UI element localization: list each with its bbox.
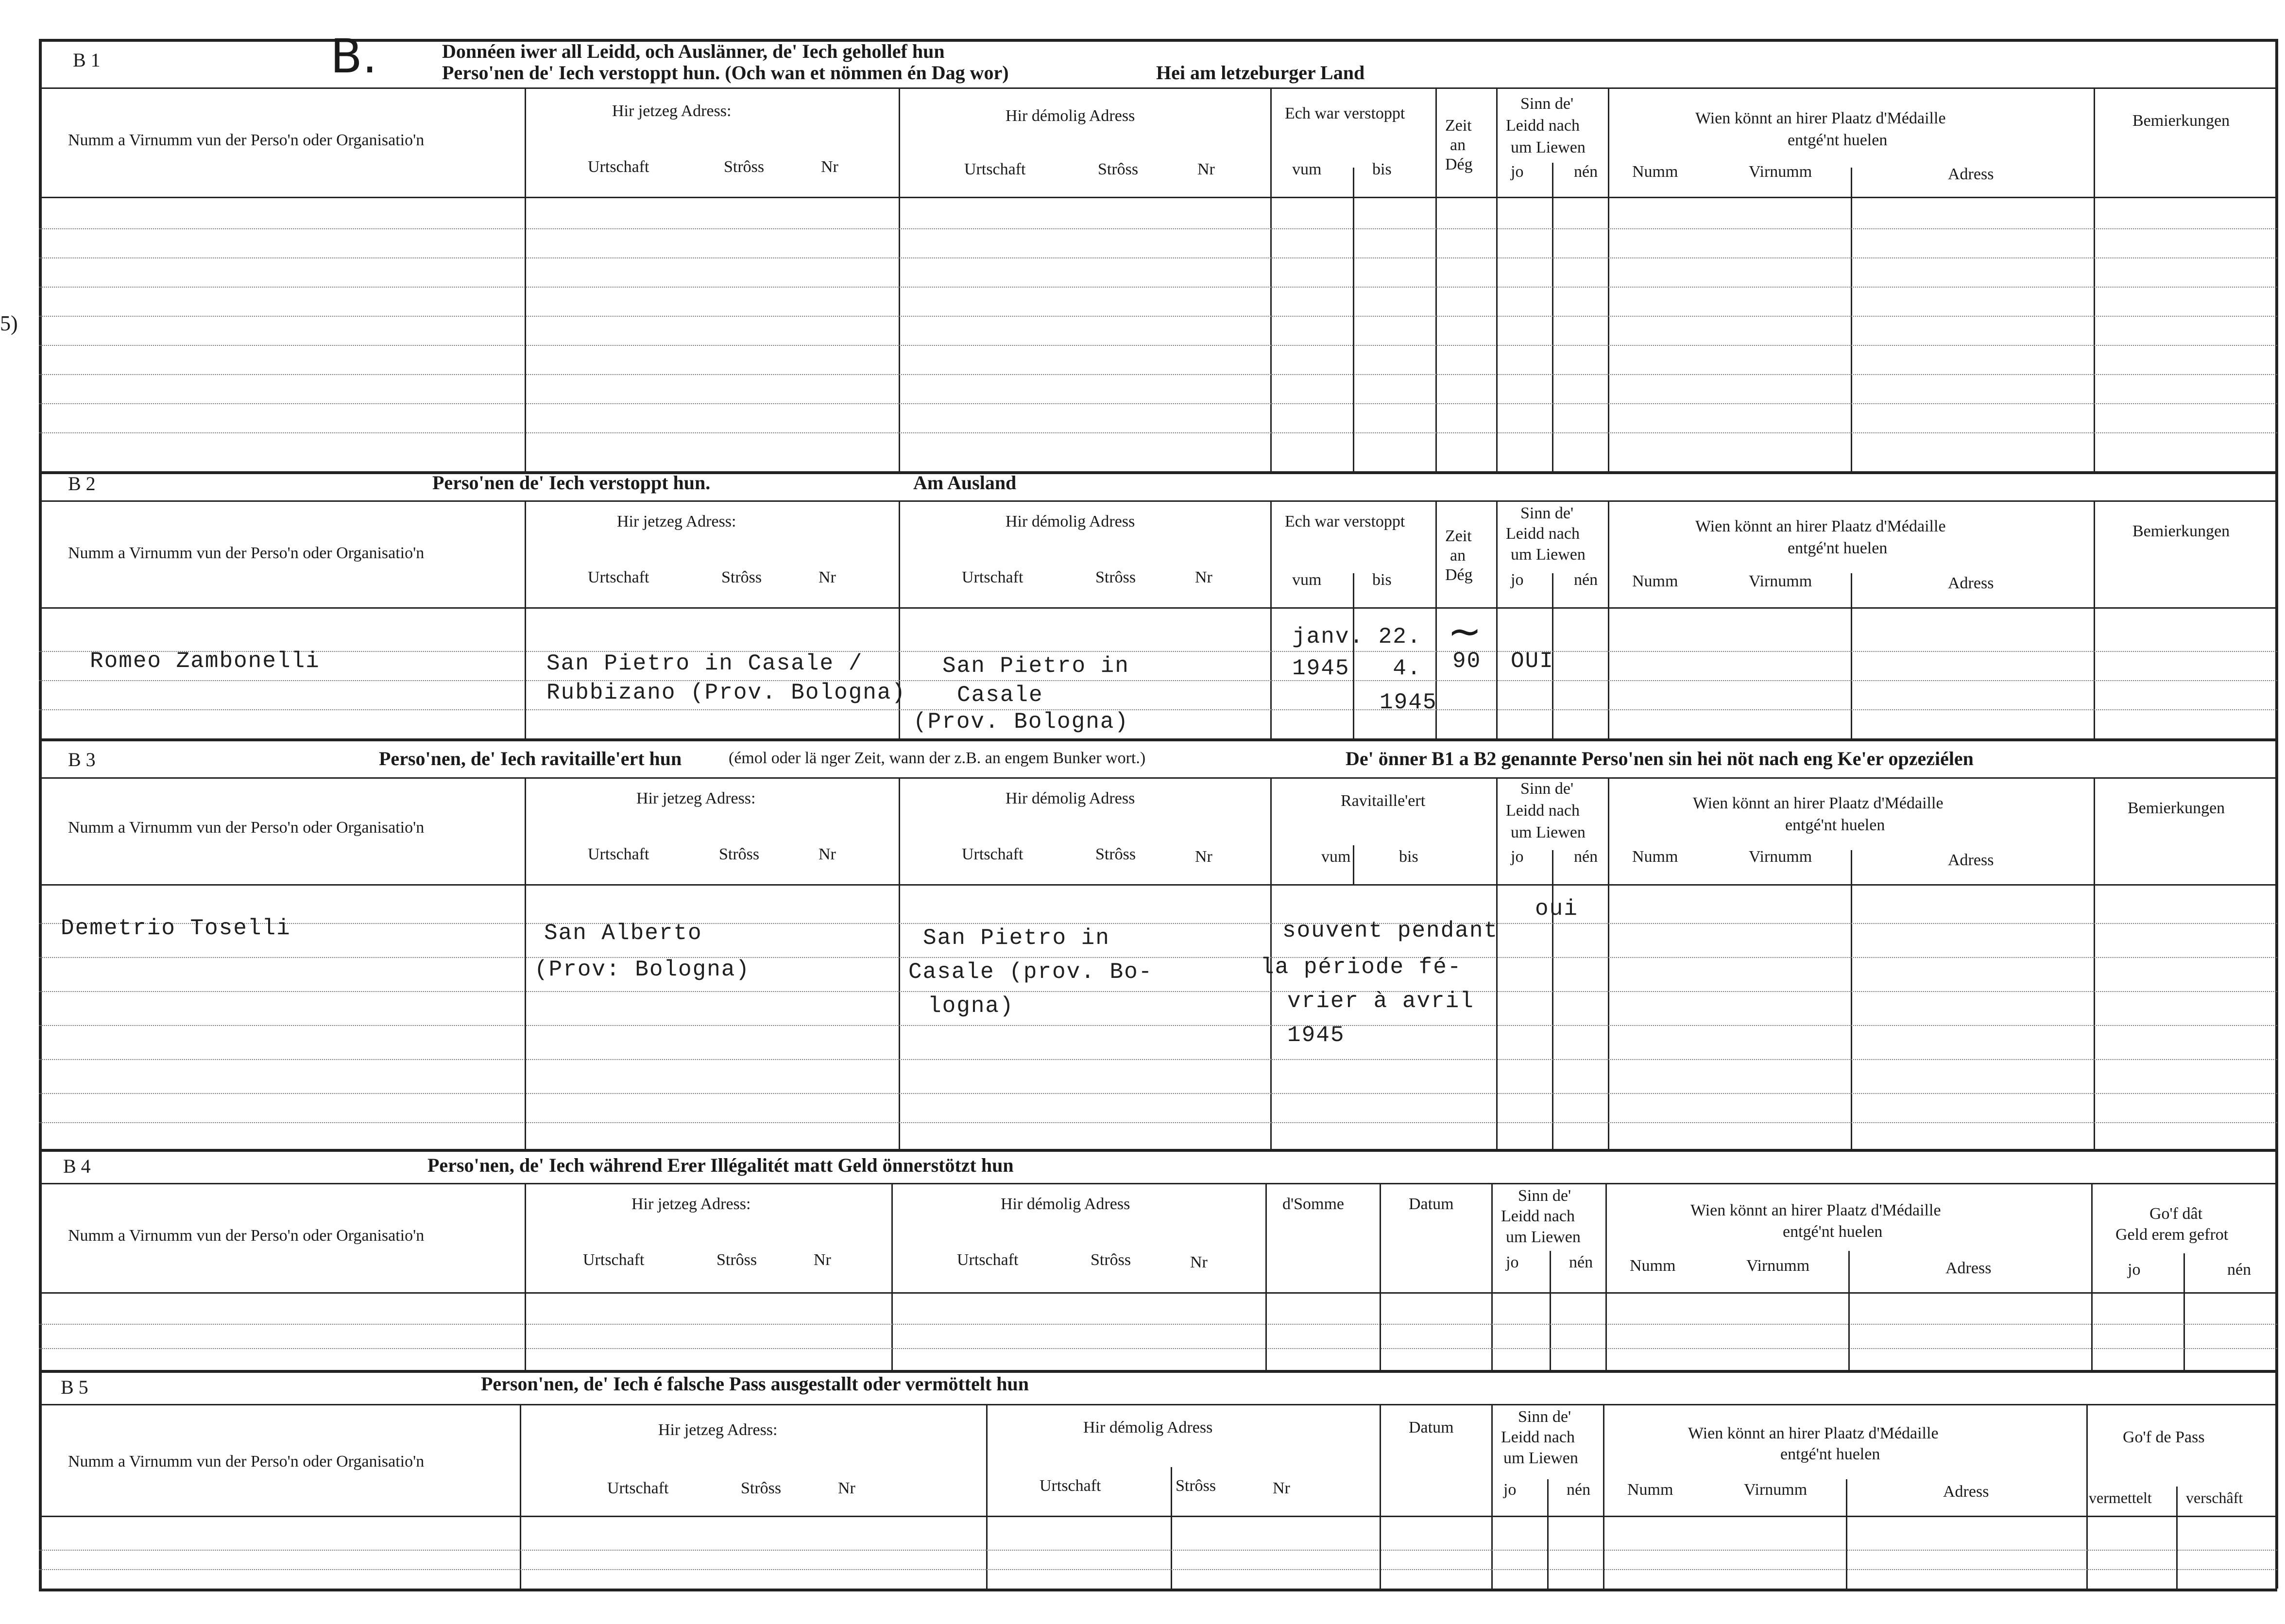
medal-header-line1: Wien könnt an hirer Plaatz d'Médaille	[1695, 109, 1946, 127]
entry-hidden-from-line2: 1945 4.	[1292, 656, 1422, 681]
section-title-instruction: De' önner B1 a B2 genannte Perso'nen sin hei nöt nach eng Ke'er opzeziélen	[1346, 748, 1974, 769]
days-header-line3: Dég	[1445, 566, 1473, 584]
money-request-header-line1: Go'f dât	[2149, 1205, 2203, 1223]
street-header: Strôss	[741, 1479, 782, 1497]
locality-header: Urtschaft	[962, 568, 1023, 586]
pass-header: Go'f de Pass	[2123, 1428, 2205, 1446]
section-code: B 3	[68, 749, 96, 770]
surname-header: Numm	[1627, 1481, 1673, 1499]
days-header-line3: Dég	[1445, 155, 1473, 173]
supplied-header: Ravitaille'ert	[1341, 792, 1426, 810]
until-header: bis	[1399, 848, 1418, 866]
no-header: nén	[2227, 1261, 2251, 1279]
street-header: Strôss	[1095, 845, 1136, 863]
number-header: Nr	[1195, 568, 1212, 586]
from-header: vum	[1292, 571, 1322, 589]
entry-supplied-line1: souvent pendant	[1282, 918, 1499, 943]
entry-former-address-line1: San Pietro in	[942, 653, 1129, 679]
section-title: Perso'nen de' Iech verstoppt hun.	[432, 472, 711, 494]
alive-header-line2: Leidd nach	[1506, 525, 1580, 543]
procured-header: verschâft	[2186, 1489, 2243, 1506]
street-header: Strôss	[1095, 568, 1136, 586]
alive-header-line3: um Liewen	[1506, 1228, 1581, 1246]
locality-header: Urtschaft	[962, 845, 1023, 863]
entry-hidden-from-line1: janv. 22.	[1292, 624, 1422, 650]
former-address-header: Hir démolig Adress	[1001, 1195, 1130, 1213]
street-header: Strôss	[719, 845, 760, 863]
alive-header-line1: Sinn de'	[1518, 1187, 1571, 1205]
alive-header-line1: Sinn de'	[1520, 504, 1574, 522]
former-address-header: Hir démolig Adress	[1006, 789, 1135, 807]
date-header: Datum	[1409, 1419, 1454, 1436]
alive-header-line3: um Liewen	[1511, 823, 1586, 841]
firstname-header: Virnumm	[1749, 572, 1812, 590]
current-address-header: Hir jetzeg Adress:	[631, 1195, 751, 1213]
entry-current-address-line1: San Pietro in Casale /	[546, 651, 863, 676]
alive-header-line2: Leidd nach	[1506, 802, 1580, 820]
locality-header: Urtschaft	[583, 1251, 645, 1269]
former-address-header: Hir démolig Adress	[1006, 513, 1135, 530]
locality-header: Urtschaft	[957, 1251, 1019, 1269]
entry-former-address-line3: (Prov. Bologna)	[913, 709, 1129, 735]
remarks-header: Bemierkungen	[2132, 522, 2230, 540]
medal-header-line2: entgé'nt huelen	[1788, 539, 1888, 557]
medal-header-line1: Wien könnt an hirer Plaatz d'Médaille	[1693, 794, 1944, 812]
days-header-line2: an	[1450, 136, 1466, 154]
section-code: B 2	[68, 473, 96, 495]
yes-header: jo	[2128, 1261, 2141, 1279]
current-address-header: Hir jetzeg Adress:	[636, 789, 756, 807]
locality-header: Urtschaft	[588, 568, 649, 586]
until-header: bis	[1372, 571, 1392, 589]
from-header: vum	[1321, 848, 1351, 866]
section-code: B 1	[73, 49, 101, 71]
number-header: Nr	[821, 158, 838, 176]
mediated-header: vermettelt	[2089, 1489, 2152, 1506]
number-header: Nr	[1197, 160, 1215, 178]
section-b5	[39, 1370, 2277, 1589]
yes-header: jo	[1506, 1253, 1519, 1271]
current-address-header: Hir jetzeg Adress:	[658, 1421, 778, 1439]
entry-former-address-line2: Casale (prov. Bo-	[908, 959, 1153, 985]
street-header: Strôss	[1098, 160, 1139, 178]
name-column-header: Numm a Virnumm vun der Perso'n oder Organisatio'n	[68, 544, 425, 562]
surname-header: Numm	[1632, 163, 1678, 181]
address-header: Adress	[1948, 165, 1994, 183]
no-header: nén	[1567, 1481, 1591, 1499]
alive-header-line3: um Liewen	[1503, 1449, 1578, 1467]
money-request-header-line2: Geld erem gefrot	[2115, 1226, 2229, 1244]
medal-header-line2: entgé'nt huelen	[1785, 816, 1885, 834]
entry-days: 90	[1452, 649, 1482, 674]
date-header: Datum	[1409, 1195, 1454, 1213]
locality-header: Urtschaft	[1040, 1477, 1101, 1495]
entry-former-address-line2: Casale	[957, 683, 1043, 708]
remarks-header: Bemierkungen	[2132, 112, 2230, 130]
entry-former-address-line1: San Pietro in	[923, 925, 1110, 951]
remarks-header: Bemierkungen	[2128, 799, 2225, 817]
surname-header: Numm	[1632, 572, 1678, 590]
side-margin-mark: 5)	[0, 311, 18, 335]
section-title: Person'nen, de' Iech é falsche Pass ausgestallt oder vermöttelt hun	[481, 1373, 1029, 1395]
section-title: Perso'nen, de' Iech während Erer Illégalitét matt Geld önnerstötzt hun	[427, 1154, 1014, 1176]
section-title-region: Am Ausland	[913, 472, 1017, 494]
number-header: Nr	[838, 1479, 855, 1497]
street-header: Strôss	[1176, 1477, 1216, 1495]
address-header: Adress	[1945, 1259, 1992, 1277]
medal-header-line1: Wien könnt an hirer Plaatz d'Médaille	[1695, 517, 1946, 535]
section-b4	[39, 1149, 2277, 1370]
medal-header-line1: Wien könnt an hirer Plaatz d'Médaille	[1690, 1201, 1941, 1219]
alive-header-line3: um Liewen	[1511, 138, 1586, 156]
section-title-note: (émol oder lä nger Zeit, wann der z.B. an engem Bunker wort.)	[729, 749, 1146, 767]
until-header: bis	[1372, 160, 1392, 178]
address-header: Adress	[1948, 574, 1994, 592]
entry-current-address-line1: San Alberto	[544, 921, 702, 946]
locality-header: Urtschaft	[607, 1479, 669, 1497]
name-column-header: Numm a Virnumm vun der Perso'n oder Organisatio'n	[68, 131, 425, 149]
medal-header-line2: entgé'nt huelen	[1780, 1445, 1880, 1463]
yes-header: jo	[1511, 163, 1524, 181]
entry-alive: OUI	[1511, 649, 1554, 674]
medal-header-line2: entgé'nt huelen	[1788, 131, 1888, 149]
locality-header: Urtschaft	[964, 160, 1026, 178]
street-header: Strôss	[1091, 1251, 1131, 1269]
days-header-line2: an	[1450, 547, 1466, 564]
name-column-header: Numm a Virnumm vun der Perso'n oder Organisatio'n	[68, 1227, 425, 1245]
no-header: nén	[1569, 1253, 1593, 1271]
section-title-line2: Perso'nen de' Iech verstoppt hun. (Och wan et nömmen én Dag wor)	[442, 62, 1009, 84]
days-header-line1: Zeit	[1445, 117, 1472, 135]
number-header: Nr	[814, 1251, 831, 1269]
yes-header: jo	[1503, 1481, 1517, 1499]
former-address-header: Hir démolig Adress	[1083, 1419, 1213, 1436]
no-header: nén	[1574, 848, 1598, 866]
checkmark-icon: ~	[1448, 607, 1482, 655]
entry-supplied-line2: la période fé-	[1261, 955, 1462, 980]
section-b3	[39, 738, 2277, 1149]
number-header: Nr	[1273, 1479, 1290, 1497]
from-header: vum	[1292, 160, 1322, 178]
hidden-period-header: Ech war verstoppt	[1285, 513, 1405, 530]
yes-header: jo	[1511, 571, 1524, 589]
alive-header-line2: Leidd nach	[1506, 117, 1580, 135]
number-header: Nr	[1195, 848, 1212, 866]
firstname-header: Virnumm	[1746, 1257, 1810, 1275]
section-title: Perso'nen, de' Iech ravitaille'ert hun	[379, 748, 682, 769]
yes-header: jo	[1511, 848, 1524, 866]
locality-header: Urtschaft	[588, 845, 649, 863]
alive-header-line3: um Liewen	[1511, 546, 1586, 564]
number-header: Nr	[819, 568, 836, 586]
name-column-header: Numm a Virnumm vun der Perso'n oder Organisatio'n	[68, 1453, 425, 1470]
current-address-header: Hir jetzeg Adress:	[617, 513, 736, 530]
entry-alive: oui	[1535, 896, 1578, 922]
entry-name: Romeo Zambonelli	[90, 649, 320, 674]
entry-current-address-line2: Rubbizano (Prov. Bologna)	[546, 680, 906, 705]
medal-header-line1: Wien könnt an hirer Plaatz d'Médaille	[1688, 1424, 1939, 1442]
street-header: Strôss	[721, 568, 762, 586]
firstname-header: Virnumm	[1749, 848, 1812, 866]
street-header: Strôss	[716, 1251, 757, 1269]
number-header: Nr	[1190, 1253, 1208, 1271]
entry-hidden-until-year: 1945	[1380, 690, 1437, 715]
surname-header: Numm	[1630, 1257, 1676, 1275]
section-letter: B.	[330, 29, 377, 84]
medal-header-line2: entgé'nt huelen	[1783, 1223, 1883, 1241]
sum-header: d'Somme	[1282, 1195, 1345, 1213]
alive-header-line2: Leidd nach	[1501, 1207, 1575, 1225]
section-code: B 4	[63, 1155, 91, 1177]
surname-header: Numm	[1632, 848, 1678, 866]
name-column-header: Numm a Virnumm vun der Perso'n oder Organisatio'n	[68, 819, 425, 837]
alive-header-line1: Sinn de'	[1520, 95, 1574, 113]
entry-name: Demetrio Toselli	[61, 916, 291, 941]
address-header: Adress	[1943, 1483, 1989, 1501]
locality-header: Urtschaft	[588, 158, 649, 176]
entry-current-address-line2: (Prov: Bologna)	[534, 957, 750, 982]
no-header: nén	[1574, 571, 1598, 589]
current-address-header: Hir jetzeg Adress:	[612, 102, 732, 120]
alive-header-line1: Sinn de'	[1520, 780, 1574, 798]
address-header: Adress	[1948, 851, 1994, 869]
firstname-header: Virnumm	[1744, 1481, 1808, 1499]
number-header: Nr	[819, 845, 836, 863]
alive-header-line2: Leidd nach	[1501, 1428, 1575, 1446]
no-header: nén	[1574, 163, 1598, 181]
section-b1	[39, 29, 2277, 471]
alive-header-line1: Sinn de'	[1518, 1408, 1571, 1426]
section-title-region: Hei am letzeburger Land	[1156, 62, 1365, 84]
section-title-line1: Donnéen iwer all Leidd, och Auslänner, de' Iech gehollef hun	[442, 40, 945, 62]
street-header: Strôss	[724, 158, 765, 176]
entry-supplied-line4: 1945	[1287, 1023, 1345, 1048]
entry-supplied-line3: vrier à avril	[1287, 989, 1474, 1014]
section-code: B 5	[61, 1376, 88, 1398]
section-b2	[39, 466, 2277, 738]
hidden-period-header: Ech war verstoppt	[1285, 104, 1405, 122]
firstname-header: Virnumm	[1749, 163, 1812, 181]
entry-former-address-line3: logna)	[928, 993, 1014, 1019]
days-header-line1: Zeit	[1445, 527, 1472, 545]
former-address-header: Hir démolig Adress	[1006, 107, 1135, 125]
